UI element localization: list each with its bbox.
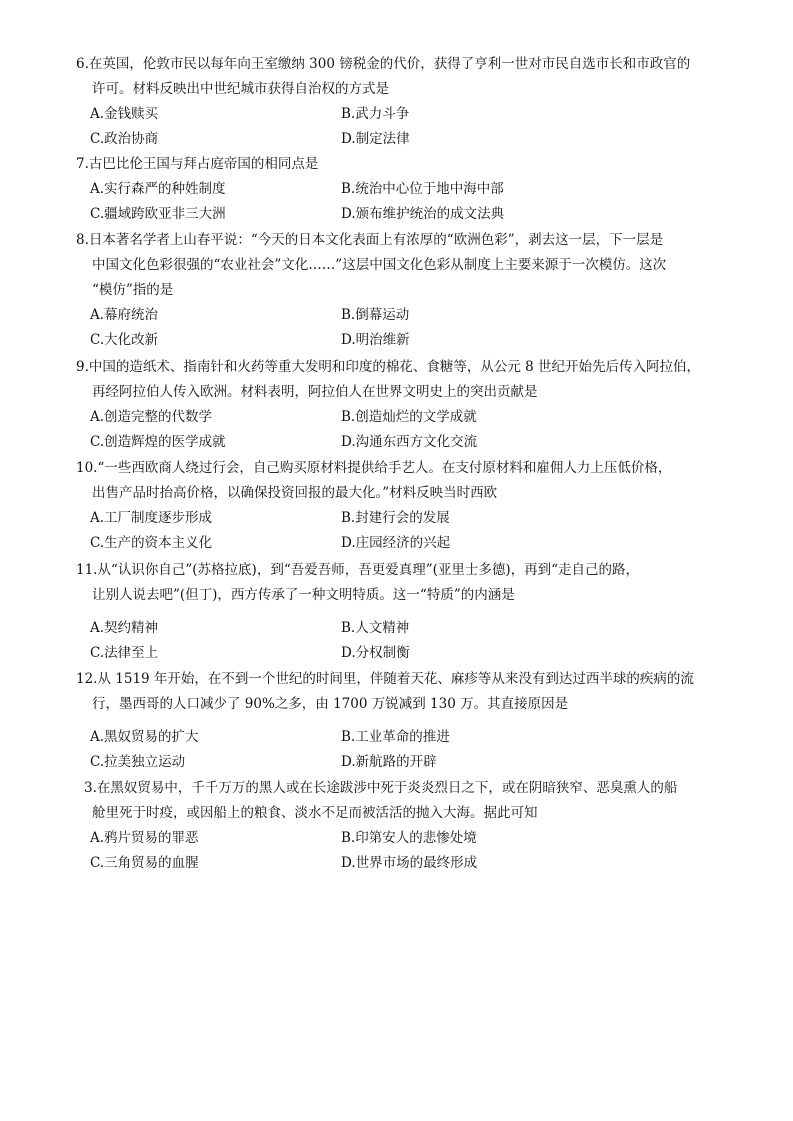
question-12 bbox=[76, 667, 726, 775]
options bbox=[76, 506, 726, 556]
options bbox=[76, 616, 726, 666]
option-b: B.印第安人的悲惨处境 bbox=[341, 830, 477, 846]
options bbox=[76, 826, 734, 876]
question-8 bbox=[76, 228, 726, 353]
options bbox=[76, 177, 726, 227]
question-number: 7. bbox=[76, 156, 89, 172]
stem-line: 古巴比伦王国与拜占庭帝国的相同点是 bbox=[88, 156, 319, 172]
stem-line: 中国的造纸术、指南针和火药等重大发明和印度的棉花、食糖等，从公元 8 世纪开始先后传入阿拉伯， bbox=[88, 359, 701, 375]
stem-line: 行，墨西哥的人口减少了 90%之多，由 1700 万锐减到 130 万。其直接原因是 bbox=[92, 696, 569, 712]
question-number: 9. bbox=[76, 359, 89, 375]
stem-line: 出售产品时抬高价格，以确保投资回报的最大化。”材料反映当时西欧 bbox=[92, 485, 498, 501]
question-number: 3. bbox=[84, 780, 97, 796]
option-c: C.拉美独立运动 bbox=[90, 754, 186, 770]
question-stem bbox=[76, 558, 726, 608]
options bbox=[76, 725, 726, 775]
question-number: 11. bbox=[76, 562, 98, 578]
option-a: A.工厂制度逐步形成 bbox=[90, 510, 213, 526]
option-b: B.封建行会的发展 bbox=[341, 510, 450, 526]
option-d: D.新航路的开辟 bbox=[341, 754, 437, 770]
question-number: 12. bbox=[76, 671, 98, 687]
option-a: A.鸦片贸易的罪恶 bbox=[90, 830, 199, 846]
options bbox=[76, 303, 726, 353]
question-stem bbox=[76, 667, 726, 717]
stem-line: 舱里死于时疫，或因船上的粮食、淡水不足而被活活的抛入大海。据此可知 bbox=[92, 805, 538, 821]
option-d: D.分权制衡 bbox=[341, 645, 410, 661]
option-a: A.幕府统治 bbox=[90, 307, 159, 323]
stem-line: “一些西欧商人绕过行会，自己购买原材料提供给手艺人。在支付原材料和雇佣人力上压低价格， bbox=[97, 460, 672, 476]
option-a: A.契约精神 bbox=[90, 620, 159, 636]
question-stem bbox=[76, 152, 726, 177]
question-stem bbox=[84, 776, 734, 826]
option-a: A.创造完整的代数学 bbox=[90, 409, 213, 425]
option-a: A.黑奴贸易的扩大 bbox=[90, 729, 199, 745]
question-6 bbox=[76, 52, 726, 152]
stem-line: 许可。材料反映出中世纪城市获得自治权的方式是 bbox=[92, 81, 389, 97]
option-a: A.实行森严的种姓制度 bbox=[90, 181, 226, 197]
question-stem bbox=[76, 52, 726, 102]
option-d: D.庄园经济的兴起 bbox=[341, 535, 451, 551]
option-c: C.大化改新 bbox=[90, 332, 159, 348]
question-stem bbox=[76, 456, 726, 506]
stem-line: 从 1519 年开始，在不到一个世纪的时间里，伴随着天花、麻疹等从来没有到达过西半球的疾病的流 bbox=[97, 671, 694, 687]
question-stem bbox=[76, 228, 726, 303]
question-number: 10. bbox=[76, 460, 98, 476]
option-d: D.明治维新 bbox=[341, 332, 410, 348]
option-b: B.创造灿烂的文学成就 bbox=[341, 409, 477, 425]
option-d: D.世界市场的最终形成 bbox=[341, 855, 478, 871]
question-stem bbox=[76, 355, 726, 405]
question-11 bbox=[76, 558, 726, 666]
option-c: C.三角贸易的血腥 bbox=[90, 855, 199, 871]
option-b: B.统治中心位于地中海中部 bbox=[341, 181, 504, 197]
stem-line: 日本著名学者上山春平说：“今天的日本文化表面上有浓厚的“欧洲色彩”，剥去这一层，下一层是 bbox=[88, 232, 664, 248]
option-d: D.制定法律 bbox=[341, 131, 410, 147]
question-number: 6. bbox=[76, 56, 89, 72]
stem-line: 再经阿拉伯人传入欧洲。材料表明，阿拉伯人在世界文明史上的突出贡献是 bbox=[92, 384, 538, 400]
option-d: D.沟通东西方文化交流 bbox=[341, 434, 478, 450]
option-c: C.创造辉煌的医学成就 bbox=[90, 434, 226, 450]
stem-line: 让别人说去吧”(但丁)，西方传承了一种文明特质。这一“特质”的内涵是 bbox=[92, 587, 515, 603]
option-b: B.倒幕运动 bbox=[341, 307, 410, 323]
stem-line: 在黑奴贸易中，千千万万的黑人或在长途跋涉中死于炎炎烈日之下，或在阴暗狭窄、恶臭熏人的船 bbox=[96, 780, 678, 796]
stem-line: 中国文化色彩很强的“农业社会”文化……”这层中国文化色彩从制度上主要来源于一次模仿。这次 bbox=[92, 257, 667, 273]
option-c: C.疆域跨欧亚非三大洲 bbox=[90, 206, 226, 222]
option-a: A.金钱赎买 bbox=[90, 106, 159, 122]
option-c: C.政治协商 bbox=[90, 131, 159, 147]
question-7 bbox=[76, 152, 726, 227]
option-b: B.武力斗争 bbox=[341, 106, 410, 122]
question-9 bbox=[76, 355, 726, 455]
question-number: 8. bbox=[76, 232, 89, 248]
question-10 bbox=[76, 456, 726, 556]
stem-line: 在英国，伦敦市民以每年向王室缴纳 300 镑税金的代价，获得了亨利一世对市民自选市长和市政官的 bbox=[88, 56, 691, 72]
question-13 bbox=[84, 776, 734, 876]
option-c: C.生产的资本主义化 bbox=[90, 535, 213, 551]
stem-line: 从“认识你自己”(苏格拉底)，到“吾爱吾师，吾更爱真理”(亚里士多德)，再到“走自己的路， bbox=[97, 562, 640, 578]
option-b: B.人文精神 bbox=[341, 620, 410, 636]
options bbox=[76, 405, 726, 455]
options bbox=[76, 102, 726, 152]
option-c: C.法律至上 bbox=[90, 645, 159, 661]
stem-line: “模仿”指的是 bbox=[92, 282, 174, 298]
option-b: B.工业革命的推进 bbox=[341, 729, 450, 745]
option-d: D.颁布维护统治的成文法典 bbox=[341, 206, 505, 222]
